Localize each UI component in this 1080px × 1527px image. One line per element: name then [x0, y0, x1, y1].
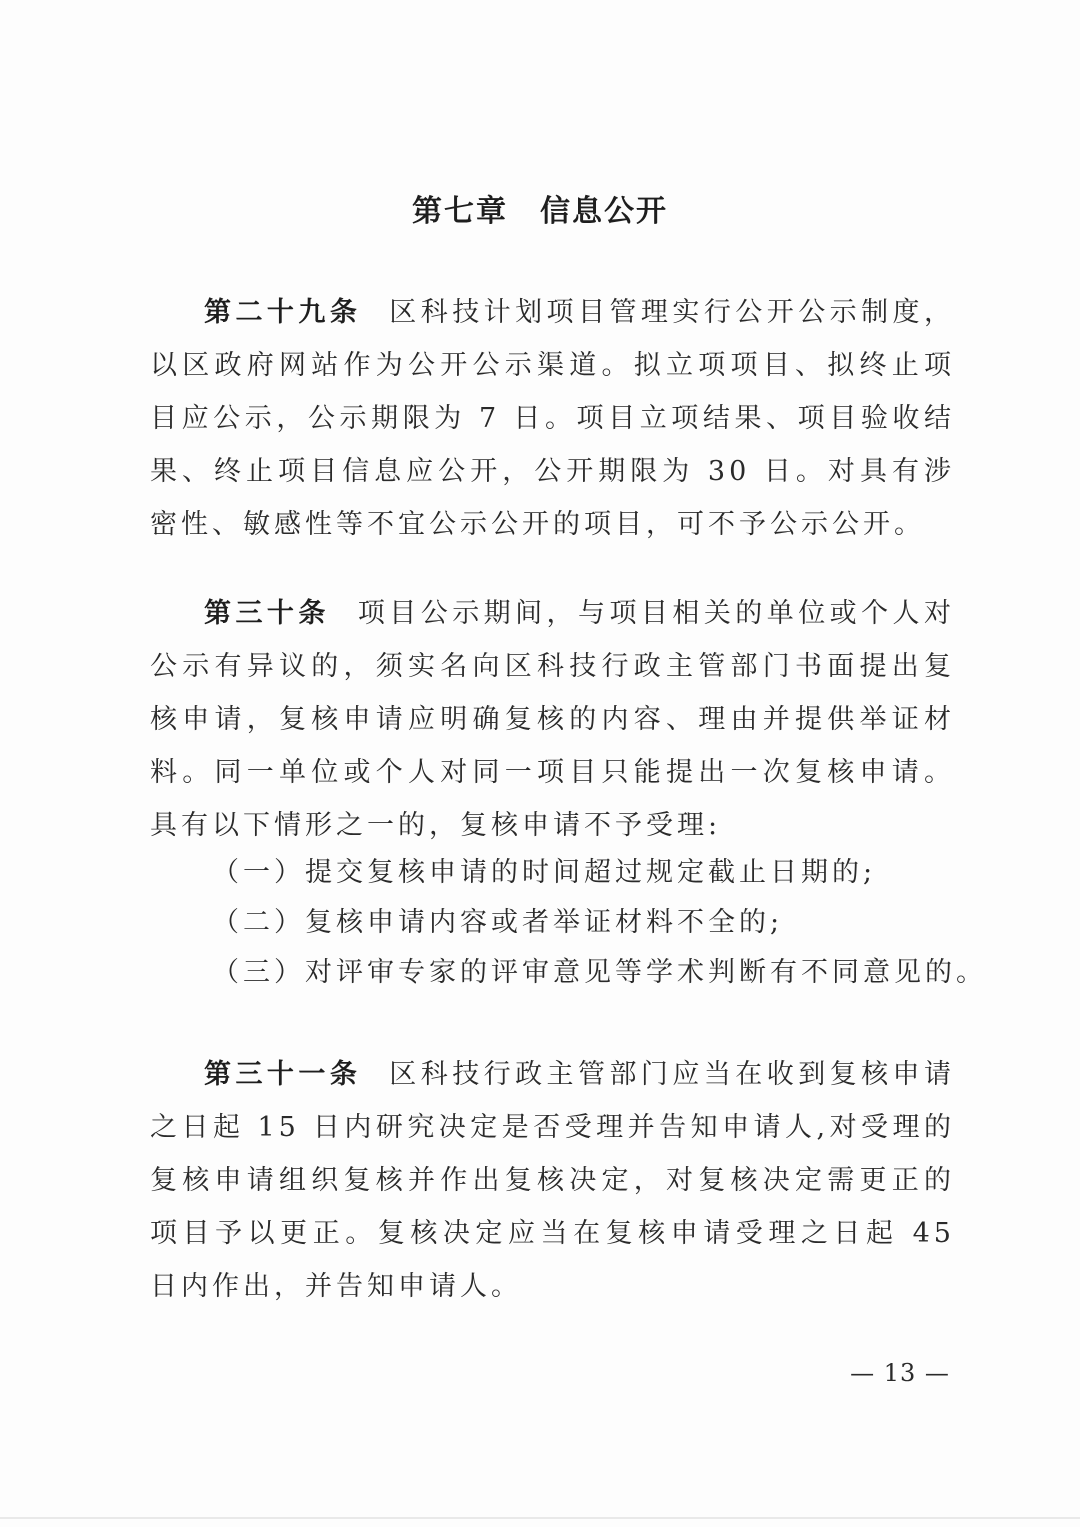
page-number: — 13 —: [850, 1359, 950, 1387]
article-29: [150, 286, 955, 551]
clause-3: （三）对评审专家的评审意见等学术判断有不同意见的。: [212, 957, 987, 988]
article-number: 第二十九条: [204, 297, 362, 328]
article-number: 第三十一条: [204, 1059, 362, 1090]
article-30: [150, 587, 955, 852]
clause-2: （二）复核申请内容或者举证材料不全的;: [212, 907, 784, 938]
article-text: 区科技计划项目管理实行公开公示制度，以区政府网站作为公开公示渠道。拟立项项目、拟终止项目应公示，公示期限为 7 日。项目立项结果、项目验收结果、终止项目信息应公开，公开期限为 30 日。对具有涉密性、敏感性等不宜公示公开的项目，可不予公示公开。: [150, 297, 956, 540]
article-text: 区科技行政主管部门应当在收到复核申请之日起 15 日内研究决定是否受理并告知申请人,对受理的复核申请组织复核并作出复核决定，对复核决定需更正的项目予以更正。复核决定应当在复核申请受理之日起 45 日内作出，并告知申请人。: [150, 1059, 956, 1302]
article-text: 项目公示期间，与项目相关的单位或个人对公示有异议的，须实名向区科技行政主管部门书面提出复核申请，复核申请应明确复核的内容、理由并提供举证材料。同一单位或个人对同一项目只能提出一次复核申请。具有以下情形之一的，复核申请不予受理:: [150, 598, 956, 841]
article-31: [150, 1048, 955, 1313]
article-number: 第三十条: [204, 598, 330, 629]
scan-edge-line: [0, 1517, 1080, 1519]
clause-1: （一）提交复核申请的时间超过规定截止日期的;: [212, 857, 877, 888]
chapter-title: 第七章 信息公开: [412, 194, 668, 229]
